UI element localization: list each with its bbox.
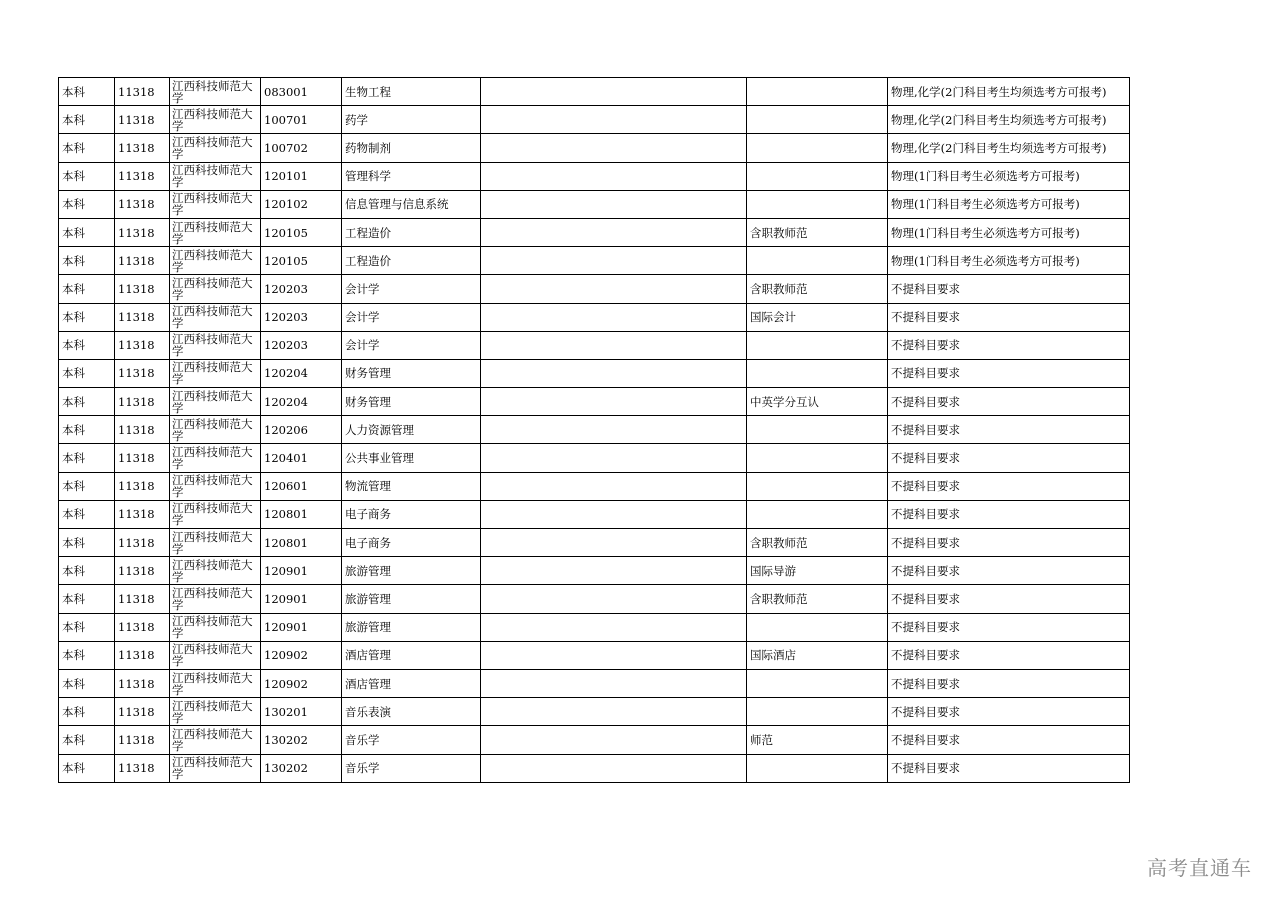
subject-requirement-cell: 物理(1门科目考生必须选考方可报考): [888, 162, 1130, 190]
remark-cell: 含职教师范: [747, 218, 888, 246]
level-cell: 本科: [59, 641, 115, 669]
note-cell: [481, 78, 747, 106]
table-row: [59, 641, 1130, 669]
major-code-cell: 120801: [261, 500, 342, 528]
school-name-cell: 江西科技师范大学: [170, 247, 261, 275]
school-code-cell: 11318: [115, 162, 170, 190]
note-cell: [481, 726, 747, 754]
major-name-cell: 旅游管理: [342, 557, 481, 585]
subject-requirement-cell: 物理,化学(2门科目考生均须选考方可报考): [888, 134, 1130, 162]
note-cell: [481, 416, 747, 444]
level-cell: 本科: [59, 698, 115, 726]
table-row: [59, 134, 1130, 162]
major-code-cell: 100702: [261, 134, 342, 162]
school-code-cell: 11318: [115, 613, 170, 641]
major-code-cell: 120401: [261, 444, 342, 472]
school-code-cell: 11318: [115, 669, 170, 697]
major-code-cell: 130202: [261, 726, 342, 754]
remark-cell: 国际酒店: [747, 641, 888, 669]
school-name-cell: 江西科技师范大学: [170, 275, 261, 303]
table-row: [59, 557, 1130, 585]
level-cell: 本科: [59, 388, 115, 416]
major-code-cell: 120203: [261, 303, 342, 331]
school-code-cell: 11318: [115, 359, 170, 387]
school-name-cell: 江西科技师范大学: [170, 303, 261, 331]
major-name-cell: 会计学: [342, 303, 481, 331]
remark-cell: 师范: [747, 726, 888, 754]
note-cell: [481, 669, 747, 697]
level-cell: 本科: [59, 162, 115, 190]
remark-cell: 国际会计: [747, 303, 888, 331]
major-code-cell: 120901: [261, 613, 342, 641]
school-name-cell: 江西科技师范大学: [170, 218, 261, 246]
school-code-cell: 11318: [115, 106, 170, 134]
major-name-cell: 酒店管理: [342, 669, 481, 697]
level-cell: 本科: [59, 275, 115, 303]
school-name-cell: 江西科技师范大学: [170, 162, 261, 190]
level-cell: 本科: [59, 669, 115, 697]
remark-cell: [747, 106, 888, 134]
subject-requirement-cell: 不提科目要求: [888, 275, 1130, 303]
major-name-cell: 电子商务: [342, 500, 481, 528]
school-code-cell: 11318: [115, 331, 170, 359]
major-name-cell: 旅游管理: [342, 613, 481, 641]
subject-requirement-cell: 不提科目要求: [888, 500, 1130, 528]
remark-cell: 国际导游: [747, 557, 888, 585]
subject-requirement-cell: 不提科目要求: [888, 613, 1130, 641]
school-name-cell: 江西科技师范大学: [170, 726, 261, 754]
major-name-cell: 旅游管理: [342, 585, 481, 613]
school-code-cell: 11318: [115, 472, 170, 500]
subject-requirement-cell: 不提科目要求: [888, 641, 1130, 669]
school-code-cell: 11318: [115, 726, 170, 754]
major-name-cell: 信息管理与信息系统: [342, 190, 481, 218]
level-cell: 本科: [59, 472, 115, 500]
school-name-cell: 江西科技师范大学: [170, 416, 261, 444]
remark-cell: 含职教师范: [747, 275, 888, 303]
major-code-cell: 130202: [261, 754, 342, 782]
remark-cell: [747, 134, 888, 162]
note-cell: [481, 585, 747, 613]
subject-requirement-cell: 不提科目要求: [888, 529, 1130, 557]
subject-requirement-table: [58, 77, 1130, 783]
subject-requirement-cell: 物理(1门科目考生必须选考方可报考): [888, 247, 1130, 275]
major-code-cell: 120206: [261, 416, 342, 444]
subject-requirement-cell: 不提科目要求: [888, 698, 1130, 726]
major-code-cell: 120203: [261, 331, 342, 359]
remark-cell: 含职教师范: [747, 529, 888, 557]
table-row: [59, 613, 1130, 641]
remark-cell: [747, 162, 888, 190]
table-row: [59, 162, 1130, 190]
level-cell: 本科: [59, 529, 115, 557]
major-code-cell: 120101: [261, 162, 342, 190]
table-row: [59, 754, 1130, 782]
major-code-cell: 120204: [261, 359, 342, 387]
remark-cell: [747, 698, 888, 726]
note-cell: [481, 500, 747, 528]
major-name-cell: 管理科学: [342, 162, 481, 190]
school-name-cell: 江西科技师范大学: [170, 529, 261, 557]
major-name-cell: 公共事业管理: [342, 444, 481, 472]
major-name-cell: 会计学: [342, 331, 481, 359]
major-code-cell: 120601: [261, 472, 342, 500]
school-code-cell: 11318: [115, 529, 170, 557]
major-name-cell: 工程造价: [342, 218, 481, 246]
level-cell: 本科: [59, 754, 115, 782]
major-code-cell: 100701: [261, 106, 342, 134]
subject-requirement-cell: 不提科目要求: [888, 416, 1130, 444]
school-code-cell: 11318: [115, 444, 170, 472]
remark-cell: [747, 613, 888, 641]
level-cell: 本科: [59, 78, 115, 106]
level-cell: 本科: [59, 359, 115, 387]
subject-requirement-cell: 物理(1门科目考生必须选考方可报考): [888, 190, 1130, 218]
major-code-cell: 120102: [261, 190, 342, 218]
school-code-cell: 11318: [115, 754, 170, 782]
subject-requirement-cell: 物理,化学(2门科目考生均须选考方可报考): [888, 78, 1130, 106]
level-cell: 本科: [59, 444, 115, 472]
school-code-cell: 11318: [115, 585, 170, 613]
subject-requirement-cell: 不提科目要求: [888, 388, 1130, 416]
level-cell: 本科: [59, 247, 115, 275]
table-body: [59, 78, 1130, 783]
table-row: [59, 106, 1130, 134]
school-code-cell: 11318: [115, 641, 170, 669]
major-code-cell: 120204: [261, 388, 342, 416]
table-row: [59, 78, 1130, 106]
school-name-cell: 江西科技师范大学: [170, 106, 261, 134]
note-cell: [481, 275, 747, 303]
note-cell: [481, 613, 747, 641]
school-code-cell: 11318: [115, 275, 170, 303]
school-name-cell: 江西科技师范大学: [170, 641, 261, 669]
school-name-cell: 江西科技师范大学: [170, 331, 261, 359]
subject-requirement-cell: 不提科目要求: [888, 585, 1130, 613]
major-name-cell: 物流管理: [342, 472, 481, 500]
note-cell: [481, 303, 747, 331]
major-name-cell: 音乐表演: [342, 698, 481, 726]
remark-cell: 含职教师范: [747, 585, 888, 613]
remark-cell: [747, 78, 888, 106]
school-name-cell: 江西科技师范大学: [170, 669, 261, 697]
major-name-cell: 音乐学: [342, 754, 481, 782]
subject-requirement-cell: 不提科目要求: [888, 557, 1130, 585]
note-cell: [481, 641, 747, 669]
major-code-cell: 120901: [261, 557, 342, 585]
level-cell: 本科: [59, 726, 115, 754]
note-cell: [481, 247, 747, 275]
school-code-cell: 11318: [115, 303, 170, 331]
note-cell: [481, 388, 747, 416]
note-cell: [481, 754, 747, 782]
school-name-cell: 江西科技师范大学: [170, 500, 261, 528]
table-row: [59, 585, 1130, 613]
subject-requirement-cell: 不提科目要求: [888, 669, 1130, 697]
note-cell: [481, 190, 747, 218]
table-row: [59, 388, 1130, 416]
major-name-cell: 人力资源管理: [342, 416, 481, 444]
school-name-cell: 江西科技师范大学: [170, 78, 261, 106]
level-cell: 本科: [59, 585, 115, 613]
remark-cell: [747, 754, 888, 782]
school-code-cell: 11318: [115, 416, 170, 444]
remark-cell: [747, 472, 888, 500]
table-row: [59, 444, 1130, 472]
subject-requirement-cell: 不提科目要求: [888, 303, 1130, 331]
major-name-cell: 生物工程: [342, 78, 481, 106]
school-name-cell: 江西科技师范大学: [170, 190, 261, 218]
level-cell: 本科: [59, 331, 115, 359]
remark-cell: 中英学分互认: [747, 388, 888, 416]
table-row: [59, 698, 1130, 726]
school-code-cell: 11318: [115, 134, 170, 162]
subject-requirement-cell: 不提科目要求: [888, 359, 1130, 387]
level-cell: 本科: [59, 557, 115, 585]
level-cell: 本科: [59, 303, 115, 331]
major-name-cell: 电子商务: [342, 529, 481, 557]
school-code-cell: 11318: [115, 557, 170, 585]
remark-cell: [747, 500, 888, 528]
note-cell: [481, 218, 747, 246]
major-name-cell: 音乐学: [342, 726, 481, 754]
level-cell: 本科: [59, 106, 115, 134]
school-name-cell: 江西科技师范大学: [170, 557, 261, 585]
table-row: [59, 726, 1130, 754]
school-name-cell: 江西科技师范大学: [170, 134, 261, 162]
major-code-cell: 130201: [261, 698, 342, 726]
note-cell: [481, 444, 747, 472]
subject-requirement-cell: 不提科目要求: [888, 331, 1130, 359]
level-cell: 本科: [59, 134, 115, 162]
table-row: [59, 331, 1130, 359]
remark-cell: [747, 444, 888, 472]
school-code-cell: 11318: [115, 247, 170, 275]
level-cell: 本科: [59, 500, 115, 528]
level-cell: 本科: [59, 613, 115, 641]
remark-cell: [747, 416, 888, 444]
table-row: [59, 472, 1130, 500]
major-name-cell: 财务管理: [342, 388, 481, 416]
remark-cell: [747, 359, 888, 387]
subject-requirement-cell: 不提科目要求: [888, 754, 1130, 782]
school-code-cell: 11318: [115, 500, 170, 528]
remark-cell: [747, 190, 888, 218]
table-row: [59, 500, 1130, 528]
school-name-cell: 江西科技师范大学: [170, 359, 261, 387]
table-row: [59, 247, 1130, 275]
note-cell: [481, 557, 747, 585]
level-cell: 本科: [59, 218, 115, 246]
school-name-cell: 江西科技师范大学: [170, 472, 261, 500]
note-cell: [481, 529, 747, 557]
table-row: [59, 190, 1130, 218]
table-row: [59, 218, 1130, 246]
major-code-cell: 120901: [261, 585, 342, 613]
subject-requirement-cell: 物理(1门科目考生必须选考方可报考): [888, 218, 1130, 246]
school-name-cell: 江西科技师范大学: [170, 613, 261, 641]
table-row: [59, 669, 1130, 697]
note-cell: [481, 698, 747, 726]
level-cell: 本科: [59, 416, 115, 444]
school-code-cell: 11318: [115, 698, 170, 726]
table-row: [59, 529, 1130, 557]
subject-requirement-cell: 不提科目要求: [888, 726, 1130, 754]
school-name-cell: 江西科技师范大学: [170, 698, 261, 726]
school-name-cell: 江西科技师范大学: [170, 585, 261, 613]
table-row: [59, 303, 1130, 331]
school-code-cell: 11318: [115, 78, 170, 106]
remark-cell: [747, 331, 888, 359]
subject-requirement-cell: 物理,化学(2门科目考生均须选考方可报考): [888, 106, 1130, 134]
subject-requirement-cell: 不提科目要求: [888, 444, 1130, 472]
major-code-cell: 120105: [261, 218, 342, 246]
table-row: [59, 416, 1130, 444]
school-code-cell: 11318: [115, 190, 170, 218]
major-name-cell: 药物制剂: [342, 134, 481, 162]
school-name-cell: 江西科技师范大学: [170, 444, 261, 472]
remark-cell: [747, 669, 888, 697]
major-name-cell: 药学: [342, 106, 481, 134]
note-cell: [481, 359, 747, 387]
major-code-cell: 120105: [261, 247, 342, 275]
note-cell: [481, 331, 747, 359]
school-name-cell: 江西科技师范大学: [170, 754, 261, 782]
major-code-cell: 083001: [261, 78, 342, 106]
note-cell: [481, 472, 747, 500]
note-cell: [481, 106, 747, 134]
remark-cell: [747, 247, 888, 275]
subject-requirement-cell: 不提科目要求: [888, 472, 1130, 500]
school-name-cell: 江西科技师范大学: [170, 388, 261, 416]
major-name-cell: 工程造价: [342, 247, 481, 275]
note-cell: [481, 162, 747, 190]
major-name-cell: 酒店管理: [342, 641, 481, 669]
major-code-cell: 120902: [261, 669, 342, 697]
major-code-cell: 120203: [261, 275, 342, 303]
watermark-text: 高考直通车: [1147, 856, 1252, 880]
school-code-cell: 11318: [115, 388, 170, 416]
note-cell: [481, 134, 747, 162]
table-row: [59, 359, 1130, 387]
school-code-cell: 11318: [115, 218, 170, 246]
table-row: [59, 275, 1130, 303]
major-code-cell: 120902: [261, 641, 342, 669]
level-cell: 本科: [59, 190, 115, 218]
major-code-cell: 120801: [261, 529, 342, 557]
major-name-cell: 会计学: [342, 275, 481, 303]
major-name-cell: 财务管理: [342, 359, 481, 387]
